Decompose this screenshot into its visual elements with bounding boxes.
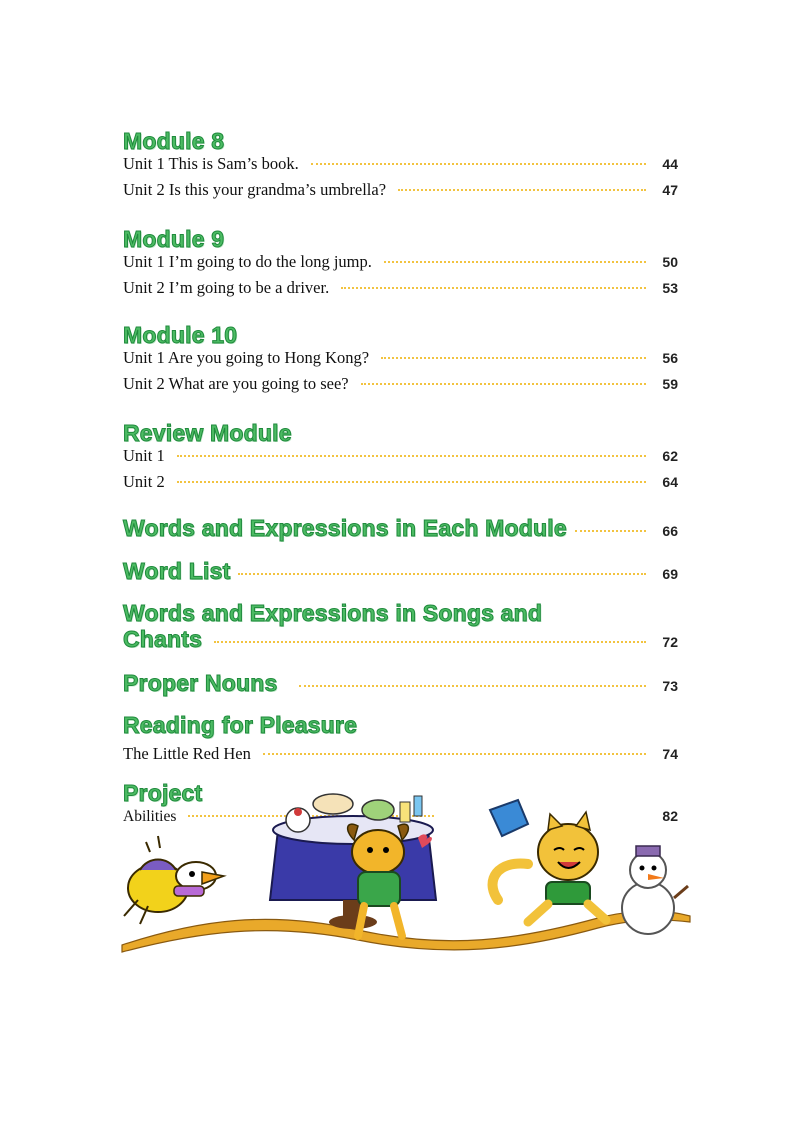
module-8-section bbox=[123, 128, 678, 206]
page-number: 73 bbox=[662, 678, 678, 694]
dot-leader bbox=[361, 383, 646, 385]
toc-entry[interactable] bbox=[123, 252, 678, 278]
entry-label: Unit 2 What are you going to see? bbox=[123, 374, 349, 393]
toc-entry[interactable] bbox=[123, 348, 678, 374]
dot-leader bbox=[575, 530, 646, 532]
entry-label: Unit 1 Are you going to Hong Kong? bbox=[123, 348, 370, 367]
module-10-section bbox=[123, 322, 678, 400]
entry-label: Unit 2 bbox=[123, 472, 165, 491]
dot-leader bbox=[311, 163, 646, 165]
dot-leader bbox=[177, 455, 646, 457]
entry-label: Unit 2 I’m going to be a driver. bbox=[123, 278, 330, 297]
toc-entry-proper-nouns[interactable] bbox=[123, 670, 678, 696]
toc-entry[interactable] bbox=[123, 744, 678, 770]
page-number: 64 bbox=[662, 474, 678, 490]
entry-label: Unit 1 bbox=[123, 446, 165, 465]
page-number: 59 bbox=[662, 376, 678, 392]
review-module-section bbox=[123, 420, 678, 498]
cartoon-illustration bbox=[118, 790, 692, 960]
reading-section bbox=[123, 712, 678, 770]
entry-label: Abilities bbox=[123, 808, 177, 825]
words-each-module-heading: Words and Expressions in Each Module bbox=[123, 515, 567, 541]
page-number: 62 bbox=[662, 448, 678, 464]
toc-entry[interactable] bbox=[123, 446, 678, 472]
page-number: 53 bbox=[662, 280, 678, 296]
word-list-heading: Word List bbox=[123, 558, 231, 584]
toc-entry-word-list[interactable] bbox=[123, 558, 678, 584]
page-number: 74 bbox=[662, 746, 678, 762]
toc-entry[interactable] bbox=[123, 154, 678, 180]
dot-leader bbox=[341, 287, 646, 289]
proper-nouns-heading: Proper Nouns bbox=[123, 670, 278, 696]
party-table-icon bbox=[270, 794, 436, 929]
dot-leader bbox=[263, 753, 646, 755]
module-9-section bbox=[123, 226, 678, 304]
entry-label: The Little Red Hen bbox=[123, 744, 251, 763]
page-number: 56 bbox=[662, 350, 678, 366]
page-number: 47 bbox=[662, 182, 678, 198]
page-number: 50 bbox=[662, 254, 678, 270]
page-number: 44 bbox=[662, 156, 678, 172]
module-10-heading: Module 10 bbox=[123, 322, 238, 348]
toc-entry-songs-chants[interactable] bbox=[123, 600, 678, 652]
dot-leader bbox=[214, 641, 646, 643]
dot-leader bbox=[384, 261, 646, 263]
page-number: 66 bbox=[662, 523, 678, 539]
toc-entry[interactable] bbox=[123, 278, 678, 304]
toc-entry-words-each-module[interactable] bbox=[123, 515, 678, 541]
module-8-heading: Module 8 bbox=[123, 128, 225, 154]
toc-entry[interactable] bbox=[123, 472, 678, 498]
songs-chants-heading-line1: Words and Expressions in Songs and bbox=[123, 600, 543, 626]
dot-leader bbox=[177, 481, 646, 483]
toc-entry[interactable] bbox=[123, 180, 678, 206]
page-number: 72 bbox=[662, 634, 678, 650]
project-heading: Project bbox=[123, 780, 203, 806]
entry-label: Unit 2 Is this your grandma’s umbrella? bbox=[123, 180, 387, 199]
review-module-heading: Review Module bbox=[123, 420, 292, 446]
reading-heading: Reading for Pleasure bbox=[123, 712, 358, 738]
module-9-heading: Module 9 bbox=[123, 226, 225, 252]
dot-leader bbox=[299, 685, 646, 687]
songs-chants-heading-line2: Chants bbox=[123, 626, 203, 652]
page-number: 69 bbox=[662, 566, 678, 582]
entry-label: Unit 1 This is Sam’s book. bbox=[123, 154, 299, 173]
page-number: 82 bbox=[662, 808, 678, 824]
dot-leader bbox=[238, 573, 646, 575]
dot-leader bbox=[398, 189, 646, 191]
toc-entry[interactable] bbox=[123, 374, 678, 400]
bird-icon bbox=[124, 836, 224, 924]
cat-icon bbox=[490, 800, 606, 922]
entry-label: Unit 1 I’m going to do the long jump. bbox=[123, 252, 372, 271]
dot-leader bbox=[381, 357, 646, 359]
